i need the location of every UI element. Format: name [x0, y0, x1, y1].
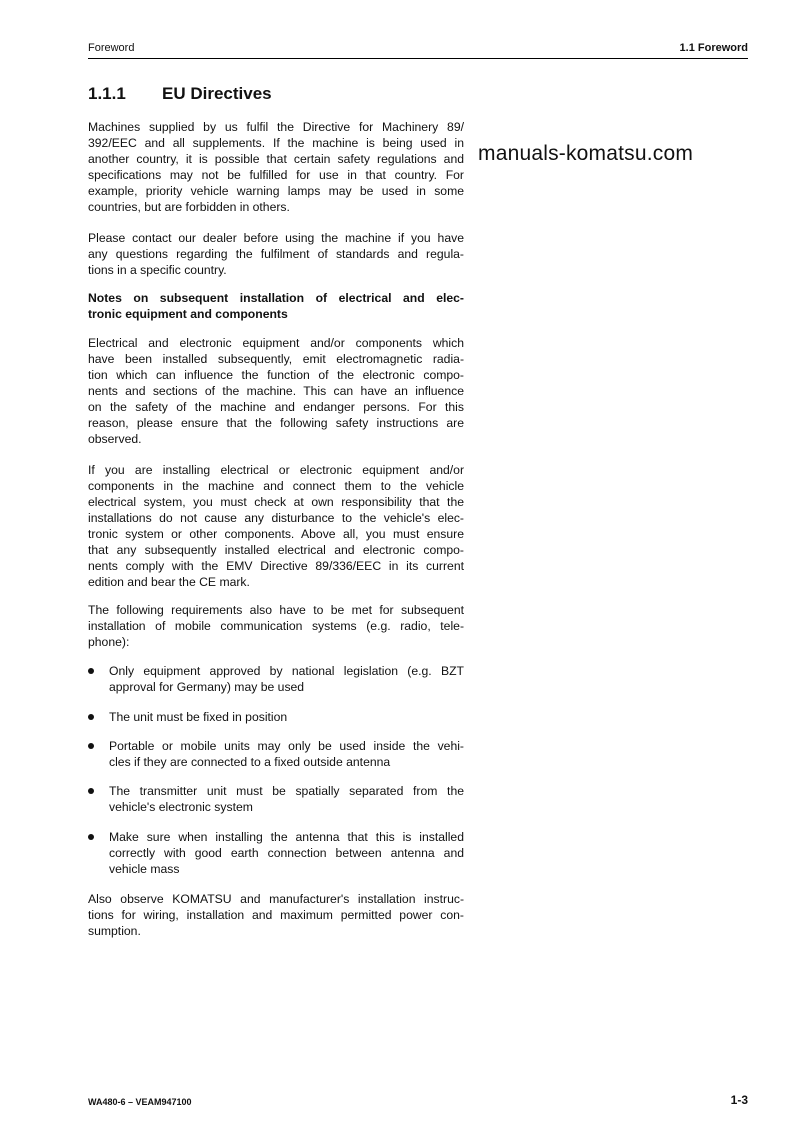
- text-line: example, priority vehicle warning lamps may be used in some: [88, 184, 464, 198]
- paragraph: [88, 602, 464, 650]
- paragraph: [88, 230, 464, 278]
- text-line: electrical system, you must check at own responsibility that the: [88, 495, 464, 509]
- list-item: [88, 709, 464, 725]
- text-line: vehicle mass: [109, 862, 180, 876]
- closing-paragraph: [88, 891, 464, 939]
- text-line: 392/EEC and all supplements. If the machine is being used in: [88, 136, 464, 150]
- text-line: Also observe KOMATSU and manufacturer's installation instruc-: [88, 892, 464, 906]
- text-line: Electrical and electronic equipment and/or components which: [88, 336, 464, 350]
- text-line: edition and bear the CE mark.: [88, 575, 250, 589]
- list-item: [88, 738, 464, 770]
- bullet-icon: [88, 788, 94, 794]
- text-line: phone):: [88, 635, 130, 649]
- text-line: correctly with good earth connection between antenna and: [109, 846, 464, 860]
- page-number: 1-3: [730, 1093, 748, 1107]
- paragraph: [88, 119, 464, 215]
- text-line: If you are installing electrical or electronic equipment and/or: [88, 463, 464, 477]
- text-line: observed.: [88, 432, 142, 446]
- list-item: [88, 783, 464, 815]
- bullet-icon: [88, 668, 94, 674]
- bullet-icon: [88, 834, 94, 840]
- section-title: EU Directives: [162, 84, 272, 103]
- text-line: countries, but are forbidden in others.: [88, 200, 290, 214]
- subheading: [88, 290, 464, 322]
- text-line: have been installed subsequently, emit electromagnetic radia-: [88, 352, 464, 366]
- text-line: Notes on subsequent installation of electrical and elec-: [88, 291, 464, 305]
- text-line: tronic equipment and components: [88, 307, 288, 321]
- list-item-text: [109, 829, 464, 877]
- text-line: tronic system or other components. Above all, you must ensure: [88, 527, 464, 541]
- text-line: another country, it is possible that certain safety regulations and: [88, 152, 464, 166]
- text-line: any questions regarding the fulfilment of standards and regula-: [88, 247, 464, 261]
- text-line: nents comply with the EMV Directive 89/336/EEC in its current: [88, 559, 464, 573]
- text-line: Only equipment approved by national legislation (e.g. BZT: [109, 664, 464, 678]
- text-line: The transmitter unit must be spatially separated from the: [109, 784, 464, 798]
- paragraph: [88, 335, 464, 447]
- running-header-left: Foreword: [88, 42, 135, 54]
- text-line: installation of mobile communication systems (e.g. radio, tele-: [88, 619, 464, 633]
- bullet-icon: [88, 714, 94, 720]
- list-item-text: [109, 738, 464, 770]
- text-line: Machines supplied by us fulfil the Directive for Machinery 89/: [88, 120, 464, 134]
- list-item: [88, 829, 464, 877]
- bullet-icon: [88, 743, 94, 749]
- text-line: The unit must be fixed in position: [109, 710, 288, 724]
- text-line: tions in a specific country.: [88, 263, 227, 277]
- header-divider: [88, 58, 748, 59]
- text-line: specifications may not be fulfilled for use in that country. For: [88, 168, 464, 182]
- list-item-text: [109, 709, 464, 725]
- watermark: manuals-komatsu.com: [478, 142, 694, 165]
- list-item-text: [109, 663, 464, 695]
- text-line: tions for wiring, installation and maximum permitted power con-: [88, 908, 464, 922]
- text-line: cles if they are connected to a fixed outside antenna: [109, 755, 391, 769]
- paragraph: [88, 462, 464, 590]
- text-line: approval for Germany) may be used: [109, 680, 305, 694]
- list-item: [88, 663, 464, 695]
- text-line: Portable or mobile units may only be used inside the vehi-: [109, 739, 464, 753]
- text-line: tion which can influence the function of the electronic compo-: [88, 368, 464, 382]
- text-line: on the safety of the machine and endanger persons. For this: [88, 400, 464, 414]
- text-line: vehicle's electronic system: [109, 800, 253, 814]
- list-item-text: [109, 783, 464, 815]
- running-header-right: 1.1 Foreword: [679, 42, 748, 54]
- text-line: reason, please ensure that the following safety instructions are: [88, 416, 464, 430]
- text-line: installations do not cause any disturbance to the vehicle's elec-: [88, 511, 464, 525]
- text-line: Make sure when installing the antenna that this is installed: [109, 830, 464, 844]
- section-number: 1.1.1: [88, 84, 126, 103]
- section-heading: [88, 84, 272, 104]
- text-line: nents and sections of the machine. This can have an influence: [88, 384, 464, 398]
- text-line: Please contact our dealer before using the machine if you have: [88, 231, 464, 245]
- text-line: sumption.: [88, 924, 141, 938]
- text-line: that any subsequently installed electrical and electronic compo-: [88, 543, 464, 557]
- text-line: components in the machine and connect them to the vehicle: [88, 479, 464, 493]
- footer-document-code: WA480-6 – VEAM947100: [88, 1097, 192, 1107]
- text-line: The following requirements also have to be met for subsequent: [88, 603, 464, 617]
